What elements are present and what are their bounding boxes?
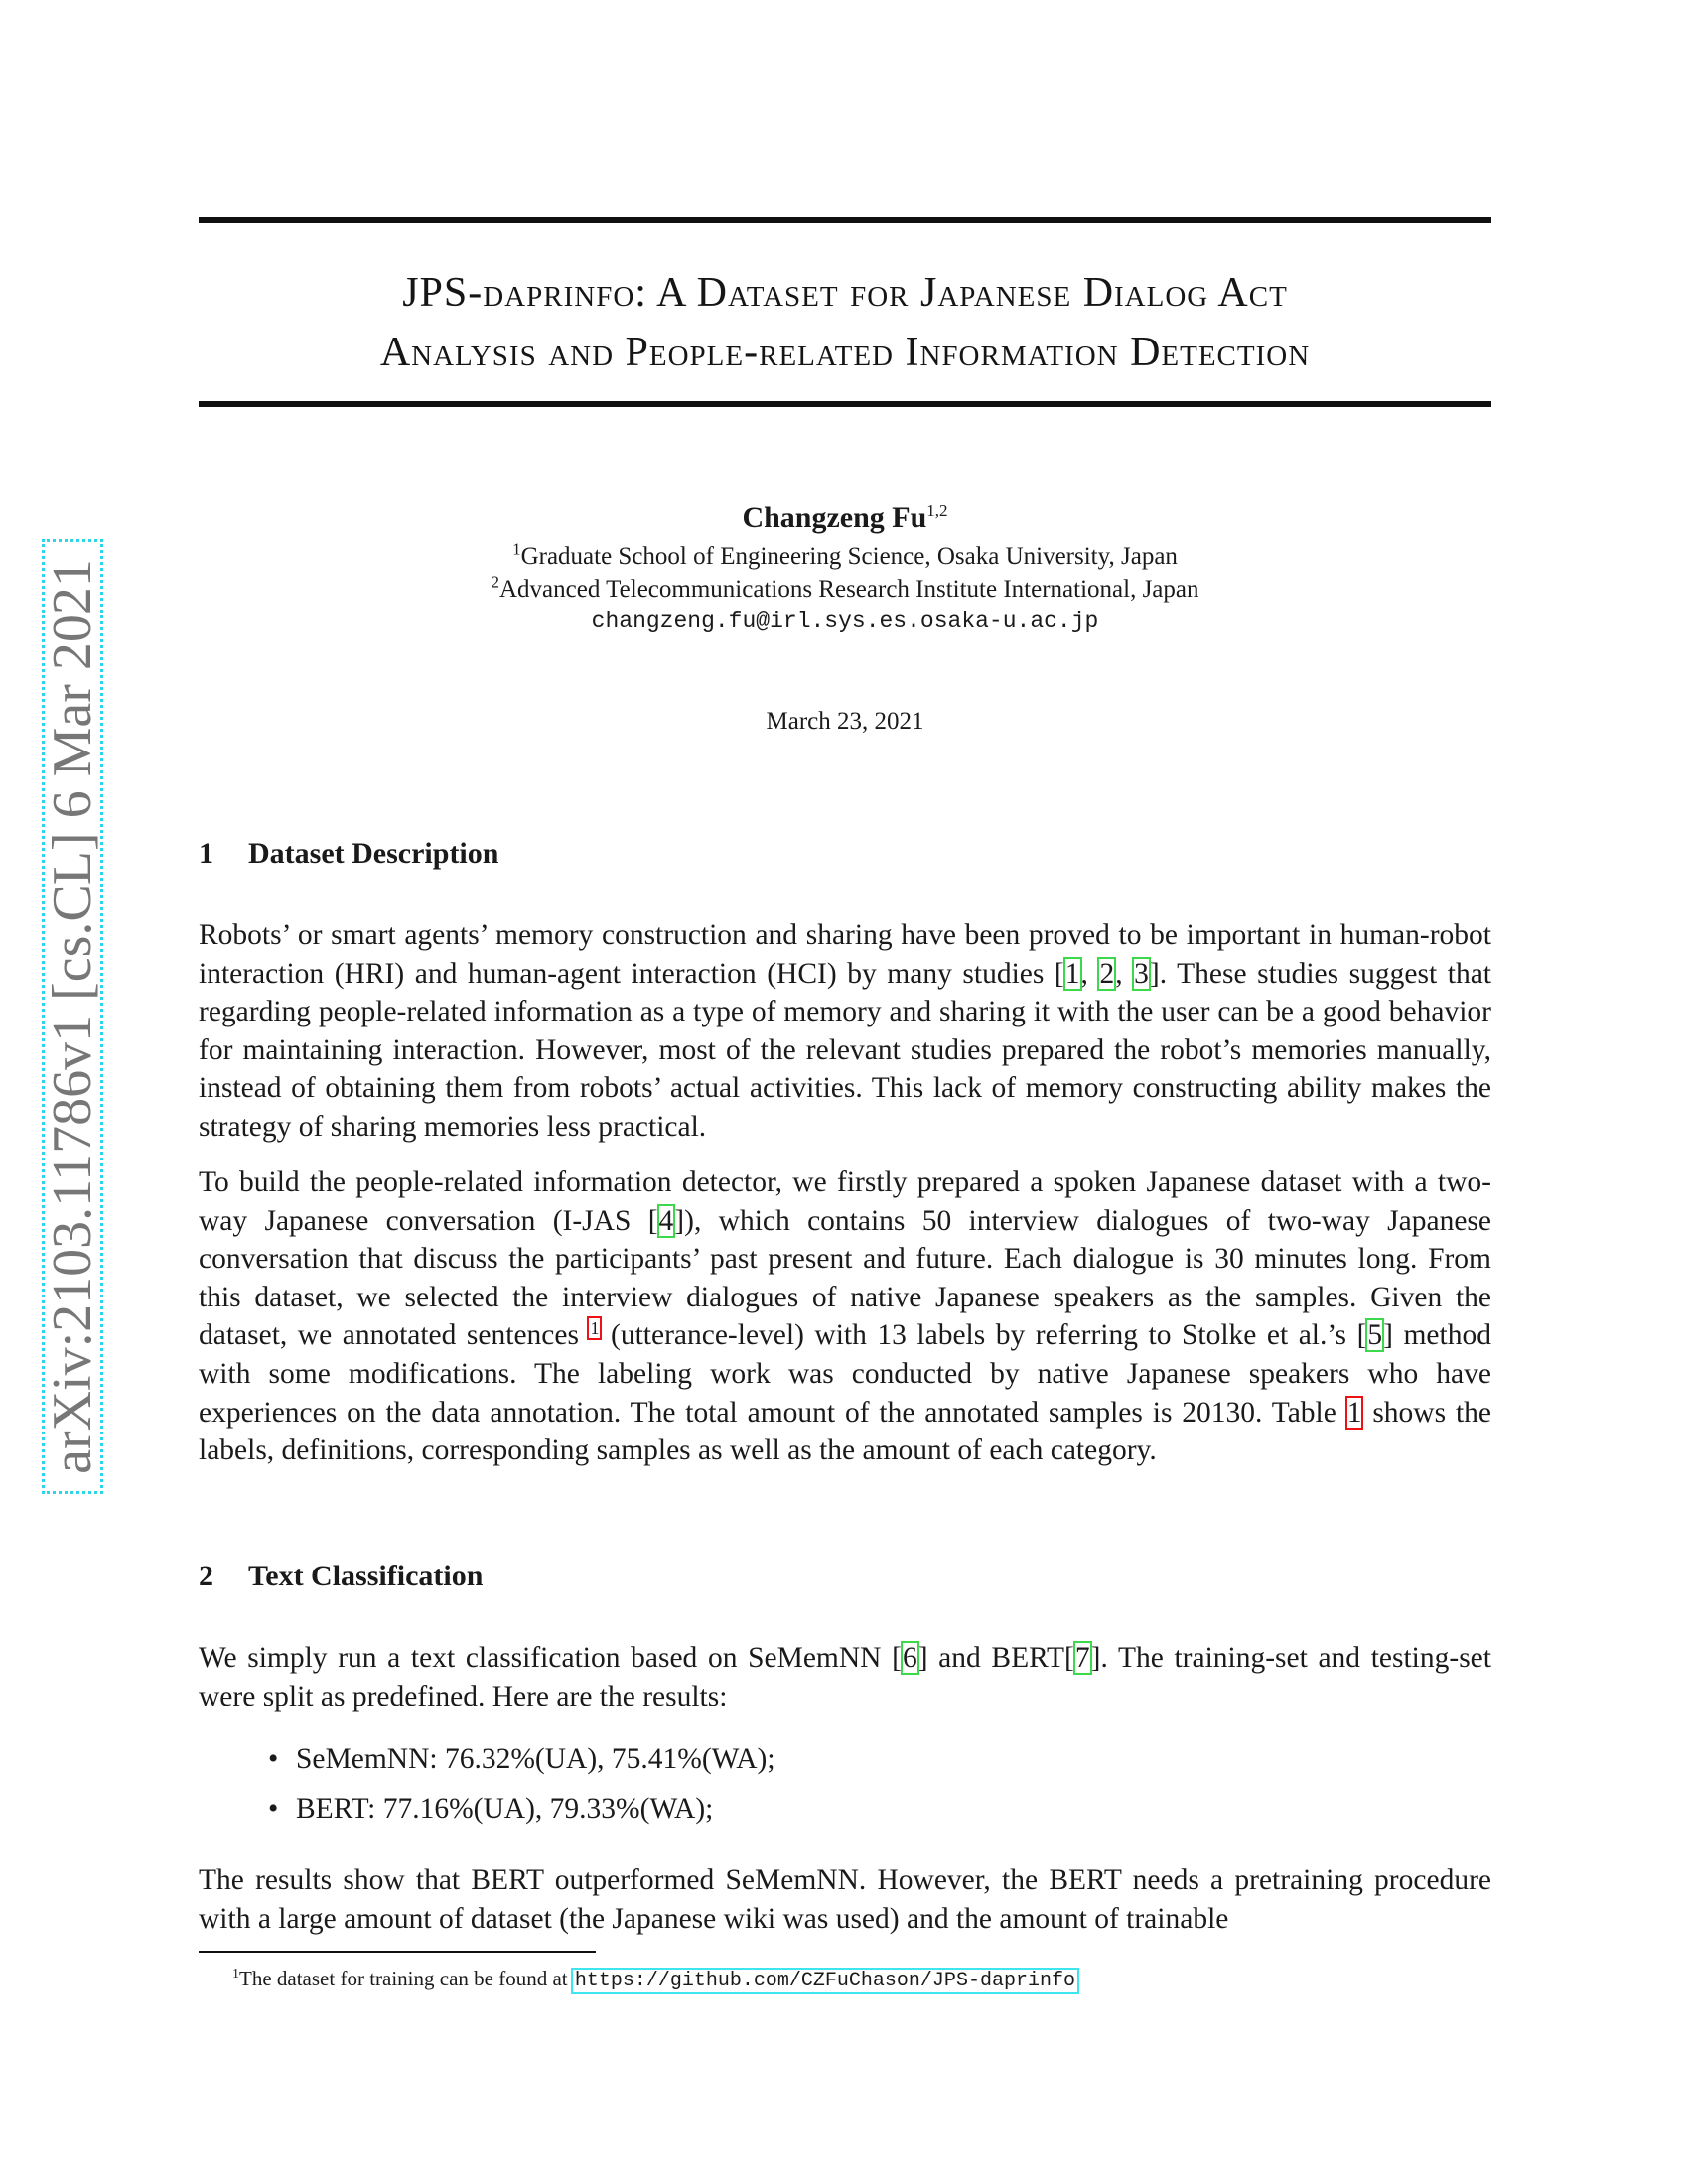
list-item: • BERT: 77.16%(UA), 79.33%(WA); bbox=[268, 1784, 775, 1834]
footnote-url-link[interactable]: https://github.com/CZFuChason/JPS-daprinfo bbox=[574, 1970, 1075, 1992]
title-top-rule bbox=[199, 217, 1491, 223]
section-1-heading: 1 Dataset Description bbox=[199, 837, 499, 870]
citation-link[interactable]: 6 bbox=[902, 1642, 917, 1674]
table-reference-link[interactable]: 1 bbox=[1346, 1396, 1362, 1429]
section-2-paragraph-1: We simply run a text classification based on SeMemNN [6] and BERT[7]. The training-set and testing-set were split as predefined. Here are the results: bbox=[199, 1642, 1491, 1712]
footnote: $^1$The dataset for training can be found at https://github.com/CZFuChason/JPS-daprinfo bbox=[232, 1967, 1075, 1992]
paper-title bbox=[199, 263, 1491, 382]
section-1-paragraph-1: Robots’ or smart agents’ memory construction and sharing have been proved to be important in human-robot interaction (HRI) and human-agent interaction (HCI) by many studies [1, 2, 3]. These studies suggest that regarding people-related information as a type of memory and sharing it with the user can be a good behavior for maintaining interaction. However, most of the relevant studies prepared the robot’s memories manually, instead of obtaining them from robots’ actual activities. This lack of memory constructing ability makes the strategy of sharing memories less practical. bbox=[199, 919, 1491, 1143]
author-block bbox=[199, 496, 1491, 638]
citation-link[interactable]: 1 bbox=[1064, 957, 1080, 990]
affiliation-1: $^1$Graduate School of Engineering Science, Osaka University, Japan bbox=[512, 539, 1178, 570]
author-email: changzeng.fu@irl.sys.es.osaka-u.ac.jp bbox=[591, 609, 1099, 634]
citation-link[interactable]: 5 bbox=[1367, 1319, 1383, 1352]
author-name: Changzeng Fu$^{1,2}$ bbox=[742, 501, 948, 534]
citation-link[interactable]: 7 bbox=[1074, 1642, 1090, 1674]
affiliation-2: $^2$Advanced Telecommunications Research Institute International, Japan bbox=[491, 572, 1199, 603]
results-list bbox=[268, 1734, 775, 1834]
title-bottom-rule bbox=[199, 401, 1491, 407]
arxiv-stamp[interactable]: arXiv:2103.11786v1 [cs.CL] 6 Mar 2021 bbox=[42, 559, 103, 1474]
section-2-paragraph-2: The results show that BERT outperformed SeMemNN. However, the BERT needs a pretraining procedure with a large amount of dataset (the Japanese wiki was used) and the amount of trainable bbox=[199, 1864, 1491, 1935]
title-line-1: JPS-daprinfo: A Dataset for Japanese Dialog Act bbox=[402, 270, 1288, 316]
paper-date: March 23, 2021 bbox=[766, 708, 924, 735]
section-1-paragraph-2: To build the people-related information detector, we firstly prepared a spoken Japanese dataset with a two-way Japanese conversation (I-JAS [4]), which contains 50 interview dialogues of two-way Japanese conversation that discuss the participants’ past present and future. Each dialogue is 30 minutes long. From this dataset, we selected the interview dialogues of native Japanese speakers as the samples. Given the dataset, we annotated sentences $^1$ (utterance-level) with 13 labels by referring to Stolke et al.’s [5] method with some modifications. The labeling work was conducted by native Japanese speakers who have experiences on the data annotation. The total amount of the annotated samples is 20130. Table 1 shows the labels, definitions, corresponding samples as well as the amount of each category. bbox=[199, 1166, 1491, 1467]
footnote-link[interactable]: 1 bbox=[590, 1317, 600, 1338]
list-item: • SeMemNN: 76.32%(UA), 75.41%(WA); bbox=[268, 1734, 775, 1784]
citation-link[interactable]: 4 bbox=[658, 1204, 674, 1237]
citation-link[interactable]: 3 bbox=[1134, 957, 1149, 990]
title-line-2: Analysis and People-related Information Detection bbox=[379, 330, 1311, 375]
footnote-rule bbox=[199, 1951, 596, 1953]
citation-link[interactable]: 2 bbox=[1099, 957, 1115, 990]
section-2-heading: 2 Text Classification bbox=[199, 1560, 484, 1592]
